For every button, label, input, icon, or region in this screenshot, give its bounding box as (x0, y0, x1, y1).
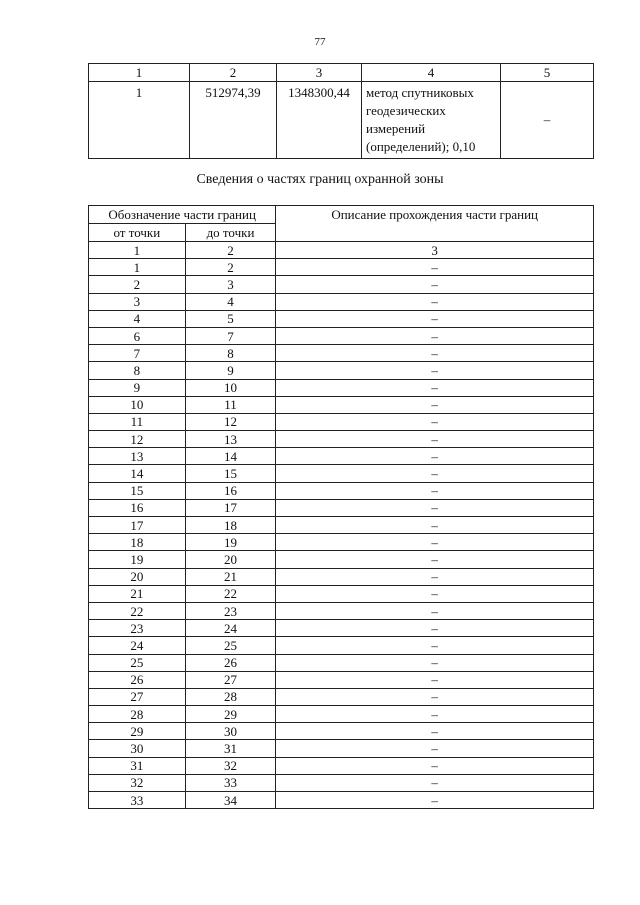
point-from: 18 (89, 534, 186, 551)
table-row (89, 431, 594, 448)
point-to: 25 (185, 637, 276, 654)
point-to: 19 (185, 534, 276, 551)
table-row (89, 413, 594, 430)
part-description: – (276, 671, 594, 688)
method-description: метод спутниковых геодезических измерений (определений); 0,10 (362, 82, 501, 159)
point-to: 27 (185, 671, 276, 688)
table-row (89, 534, 594, 551)
point-from: 7 (89, 345, 186, 362)
table-row (89, 345, 594, 362)
part-description: – (276, 327, 594, 344)
point-to: 31 (185, 740, 276, 757)
point-from: 24 (89, 637, 186, 654)
point-from: 11 (89, 413, 186, 430)
part-description: – (276, 551, 594, 568)
part-description: – (276, 602, 594, 619)
point-to: 34 (185, 792, 276, 809)
coordinates-row (89, 82, 594, 159)
point-from: 31 (89, 757, 186, 774)
point-to: 10 (185, 379, 276, 396)
table-row (89, 499, 594, 516)
point-to: 4 (185, 293, 276, 310)
part-description: – (276, 448, 594, 465)
point-from: 32 (89, 774, 186, 791)
part-description: – (276, 654, 594, 671)
point-from: 4 (89, 310, 186, 327)
col-header-3: 3 (277, 64, 362, 82)
table-row (89, 310, 594, 327)
part-description: – (276, 345, 594, 362)
coordinate-y: 1348300,44 (277, 82, 362, 159)
point-to: 14 (185, 448, 276, 465)
point-to: 11 (185, 396, 276, 413)
part-description: – (276, 431, 594, 448)
table-row (89, 740, 594, 757)
header-desc: Описание прохождения части границ (276, 206, 594, 242)
point-to: 24 (185, 620, 276, 637)
table-row (89, 379, 594, 396)
numbering-1: 1 (89, 242, 186, 259)
table-row (89, 517, 594, 534)
point-from: 1 (89, 259, 186, 276)
table-row (89, 637, 594, 654)
point-from: 10 (89, 396, 186, 413)
part-description: – (276, 723, 594, 740)
table-row (89, 362, 594, 379)
point-to: 13 (185, 431, 276, 448)
table-row (89, 551, 594, 568)
table-row (89, 654, 594, 671)
point-to: 26 (185, 654, 276, 671)
point-from: 28 (89, 706, 186, 723)
point-from: 29 (89, 723, 186, 740)
part-description: – (276, 706, 594, 723)
header-group: Обозначение части границ (89, 206, 276, 224)
point-to: 12 (185, 413, 276, 430)
part-description: – (276, 792, 594, 809)
point-from: 16 (89, 499, 186, 516)
part-description: – (276, 740, 594, 757)
point-to: 17 (185, 499, 276, 516)
part-description: – (276, 688, 594, 705)
point-from: 12 (89, 431, 186, 448)
point-from: 17 (89, 517, 186, 534)
part-description: – (276, 585, 594, 602)
table-row (89, 620, 594, 637)
point-to: 8 (185, 345, 276, 362)
point-from: 8 (89, 362, 186, 379)
part-description: – (276, 362, 594, 379)
point-from: 14 (89, 465, 186, 482)
point-to: 7 (185, 327, 276, 344)
table-row (89, 671, 594, 688)
page-number: 77 (314, 36, 326, 48)
point-to: 3 (185, 276, 276, 293)
table-row (89, 706, 594, 723)
point-from: 20 (89, 568, 186, 585)
table-row (89, 568, 594, 585)
point-to: 20 (185, 551, 276, 568)
point-from: 22 (89, 602, 186, 619)
part-description: – (276, 517, 594, 534)
header-from: от точки (89, 224, 186, 242)
part-description: – (276, 465, 594, 482)
extra-value: – (501, 82, 594, 159)
point-from: 23 (89, 620, 186, 637)
table-row (89, 602, 594, 619)
table-row (89, 723, 594, 740)
part-description: – (276, 499, 594, 516)
col-header-2: 2 (190, 64, 277, 82)
table-row (89, 792, 594, 809)
coordinate-x: 512974,39 (190, 82, 277, 159)
point-to: 29 (185, 706, 276, 723)
col-header-1: 1 (89, 64, 190, 82)
part-description: – (276, 757, 594, 774)
coordinates-header-row (89, 64, 594, 82)
coordinates-table (88, 63, 594, 159)
point-to: 18 (185, 517, 276, 534)
part-description: – (276, 568, 594, 585)
header-row-1 (89, 206, 594, 224)
point-to: 2 (185, 259, 276, 276)
part-description: – (276, 293, 594, 310)
point-from: 19 (89, 551, 186, 568)
table-row (89, 774, 594, 791)
table-row (89, 688, 594, 705)
table-row (89, 465, 594, 482)
point-to: 22 (185, 585, 276, 602)
point-from: 13 (89, 448, 186, 465)
point-to: 5 (185, 310, 276, 327)
point-from: 27 (89, 688, 186, 705)
numbering-row (89, 242, 594, 259)
point-to: 33 (185, 774, 276, 791)
point-from: 2 (89, 276, 186, 293)
point-number: 1 (89, 82, 190, 159)
header-to: до точки (185, 224, 276, 242)
point-from: 25 (89, 654, 186, 671)
table-row (89, 396, 594, 413)
numbering-3: 3 (276, 242, 594, 259)
table-row (89, 482, 594, 499)
part-description: – (276, 620, 594, 637)
point-to: 9 (185, 362, 276, 379)
part-description: – (276, 774, 594, 791)
point-from: 15 (89, 482, 186, 499)
point-to: 16 (185, 482, 276, 499)
part-description: – (276, 259, 594, 276)
col-header-5: 5 (501, 64, 594, 82)
boundary-parts-table (88, 205, 594, 809)
section-title: Сведения о частях границ охранной зоны (196, 172, 444, 187)
numbering-2: 2 (185, 242, 276, 259)
part-description: – (276, 276, 594, 293)
point-to: 28 (185, 688, 276, 705)
point-from: 33 (89, 792, 186, 809)
part-description: – (276, 310, 594, 327)
point-from: 26 (89, 671, 186, 688)
point-to: 32 (185, 757, 276, 774)
part-description: – (276, 396, 594, 413)
point-to: 23 (185, 602, 276, 619)
point-from: 9 (89, 379, 186, 396)
point-from: 30 (89, 740, 186, 757)
part-description: – (276, 534, 594, 551)
table-row (89, 327, 594, 344)
table-row (89, 448, 594, 465)
point-to: 21 (185, 568, 276, 585)
point-from: 21 (89, 585, 186, 602)
part-description: – (276, 413, 594, 430)
table-row (89, 757, 594, 774)
col-header-4: 4 (362, 64, 501, 82)
part-description: – (276, 379, 594, 396)
table-row (89, 293, 594, 310)
point-from: 6 (89, 327, 186, 344)
part-description: – (276, 482, 594, 499)
point-from: 3 (89, 293, 186, 310)
point-to: 30 (185, 723, 276, 740)
part-description: – (276, 637, 594, 654)
table-row (89, 276, 594, 293)
point-to: 15 (185, 465, 276, 482)
table-row (89, 259, 594, 276)
table-row (89, 585, 594, 602)
